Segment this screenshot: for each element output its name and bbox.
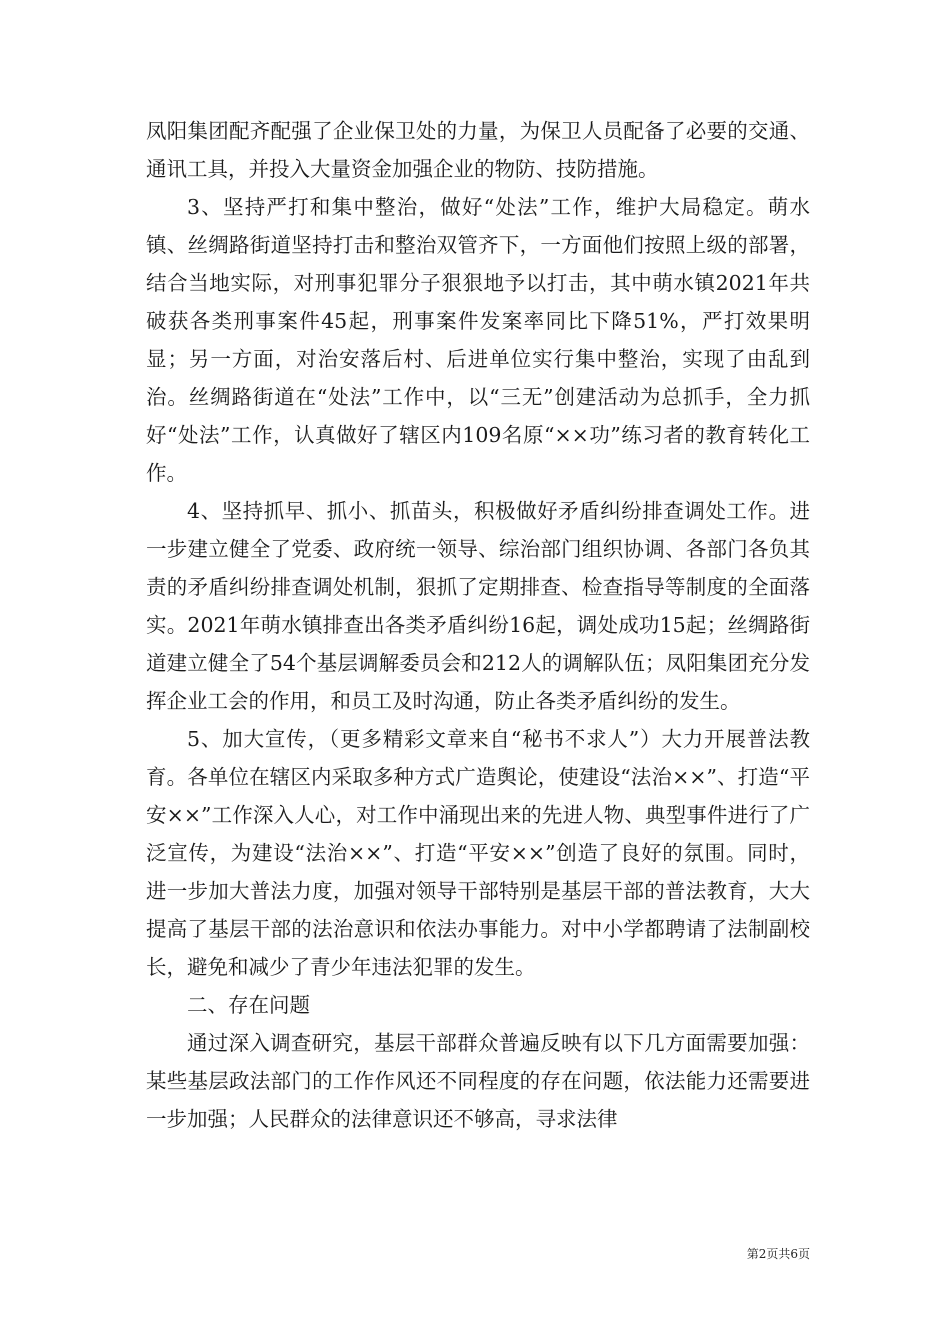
document-body xyxy=(146,112,810,1138)
paragraph-2: 3、坚持严打和集中整治，做好“处法”工作，维护大局稳定。萌水镇、丝绸路街道坚持打击和整治双管齐下，一方面他们按照上级的部署，结合当地实际，对刑事犯罪分子狠狠地予以打击，其中萌水镇2021年共破获各类刑事案件45起，刑事案件发案率同比下降51%，严打效果明显；另一方面，对治安落后村、后进单位实行集中整治，实现了由乱到治。丝绸路街道在“处法”工作中，以“三无”创建活动为总抓手，全力抓好“处法”工作，认真做好了辖区内109名原“××功”练习者的教育转化工作。 xyxy=(146,195,810,485)
page-number-footer: 第2页共6页 xyxy=(746,1247,810,1261)
paragraph-3: 4、坚持抓早、抓小、抓苗头，积极做好矛盾纠纷排查调处工作。进一步建立健全了党委、政府统一领导、综治部门组织协调、各部门各负其责的矛盾纠纷排查调处机制，狠抓了定期排查、检查指导等制度的全面落实。2021年萌水镇排查出各类矛盾纠纷16起，调处成功15起；丝绸路街道建立健全了54个基层调解委员会和212人的调解队伍；凤阳集团充分发挥企业工会的作用，和员工及时沟通，防止各类矛盾纠纷的发生。 xyxy=(146,499,810,713)
paragraph-4: 5、加大宣传，（更多精彩文章来自“秘书不求人”）大力开展普法教育。各单位在辖区内采取多种方式广造舆论，使建设“法治××”、打造“平安××”工作深入人心，对工作中涌现出来的先进人物、典型事件进行了广泛宣传，为建设“法治××”、打造“平安××”创造了良好的氛围。同时，进一步加大普法力度，加强对领导干部特别是基层干部的普法教育，大大提高了基层干部的法治意识和依法办事能力。对中小学都聘请了法制副校长，避免和减少了青少年违法犯罪的发生。 xyxy=(146,727,810,979)
paragraph-5: 通过深入调查研究，基层干部群众普遍反映有以下几方面需要加强：某些基层政法部门的工作作风还不同程度的存在问题，依法能力还需要进一步加强；人民群众的法律意识还不够高，寻求法律 xyxy=(146,1031,810,1131)
paragraph-1: 凤阳集团配齐配强了企业保卫处的力量，为保卫人员配备了必要的交通、通讯工具，并投入大量资金加强企业的物防、技防措施。 xyxy=(146,119,810,181)
section-heading-problems: 二、存在问题 xyxy=(187,993,310,1017)
